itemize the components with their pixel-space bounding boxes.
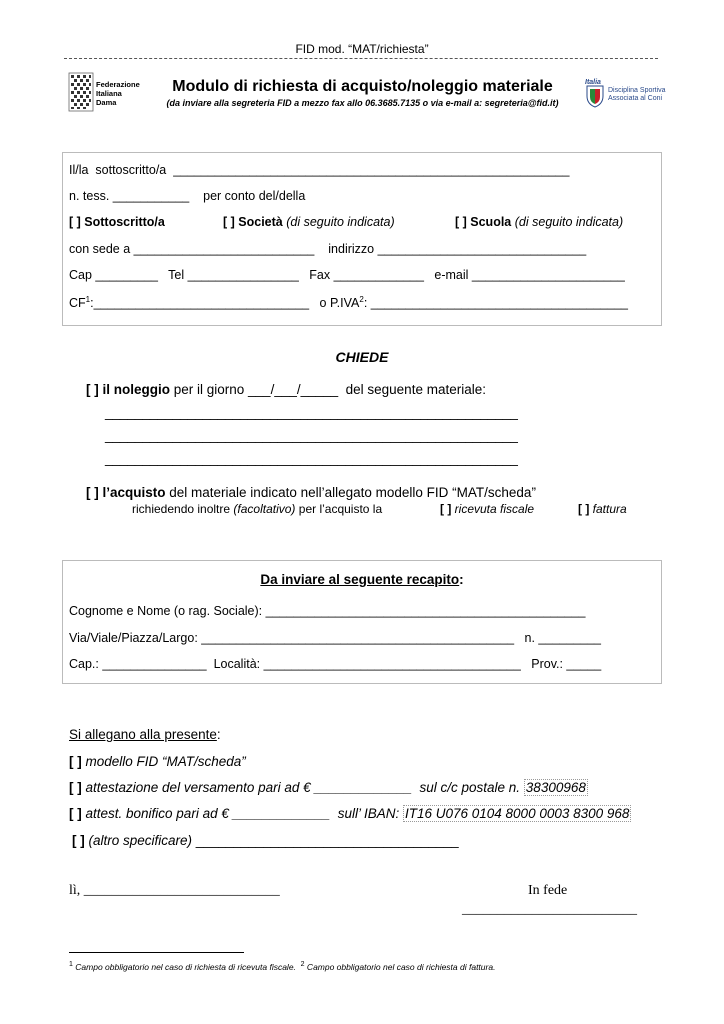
purchase-label: [ ] l’acquisto	[86, 485, 166, 500]
option-company-note: (di seguito indicata)	[286, 215, 395, 229]
footnotes: $^1$ Campo obbligatorio nel caso di richiesta di ricevuta fiscale. $^2$ Campo obbligatorio nel caso di richiesta di fattura.	[69, 961, 496, 972]
option-self[interactable]: [ ] Sottoscritto/a	[69, 215, 165, 229]
option-school-label: [ ] Scuola	[455, 215, 512, 229]
material-line-1[interactable]: _______________________________________________________	[105, 405, 518, 420]
logo-text-1: Federazione	[96, 80, 140, 89]
receipt-checkbox: [ ]	[440, 502, 452, 516]
footnote-divider	[69, 952, 244, 953]
attachment-bank-transfer[interactable]: [ ] attest. bonifico pari ad € _____________ sull’ IBAN: IT16 U076 0104 8000 0003 8300 968	[69, 806, 630, 821]
attachment-postal-payment[interactable]: [ ] attestazione del versamento pari ad € _____________ sul c/c postale n. 38300968	[69, 780, 586, 795]
postal-account-number: 38300968	[525, 780, 586, 795]
coni-brand: Italia	[585, 79, 601, 86]
delivery-heading: Da inviare al seguente recapito:	[260, 572, 464, 587]
option-school-note: (di seguito indicata)	[514, 215, 624, 229]
coni-text-1: Disciplina Sportiva	[608, 87, 666, 94]
option-school[interactable]	[455, 215, 623, 229]
signature-label: In fede	[528, 883, 568, 898]
place-date-field[interactable]: lì, ____________________________	[69, 883, 280, 898]
request-heading: CHIEDE	[335, 349, 389, 365]
invoice-option[interactable]	[578, 502, 627, 516]
applicant-name-field[interactable]: Il/la sottoscritto/a _________________________________________________________	[69, 163, 570, 177]
contact-fields[interactable]: Cap _________ Tel ________________ Fax _____________ e-mail ______________________	[69, 268, 625, 282]
signature-line[interactable]: _________________________	[462, 902, 637, 917]
cf-label: CF	[69, 296, 86, 311]
rental-option[interactable]	[86, 382, 486, 397]
form-reference: FID mod. “MAT/richiesta”	[295, 42, 429, 56]
fid-logo	[68, 72, 148, 112]
recipient-street-field[interactable]: Via/Viale/Piazza/Largo: _____________________________________________ n. _________	[69, 631, 601, 645]
purchase-text: del materiale indicato nell’allegato modello FID “MAT/scheda”	[165, 485, 536, 500]
coni-text-2: Associata al Coni	[608, 95, 663, 102]
coni-logo	[585, 80, 675, 110]
receipt-label: ricevuta fiscale	[454, 502, 535, 516]
attachment-model[interactable]: [ ] modello FID “MAT/scheda”	[69, 754, 246, 769]
invoice-checkbox: [ ]	[578, 502, 590, 516]
recipient-city-field[interactable]: Cap.: _______________ Località: _____________________________________ Prov.: _____	[69, 657, 602, 671]
material-line-2[interactable]: _______________________________________________________	[105, 428, 518, 443]
material-line-3[interactable]: _______________________________________________________	[105, 451, 518, 466]
seat-address-field[interactable]: con sede a __________________________ indirizzo ______________________________	[69, 242, 587, 256]
receipt-request-text: richiedendo inoltre (facoltativo) per l’acquisto la	[132, 502, 383, 516]
rental-text: per il giorno ___/___/_____ del seguente materiale:	[170, 382, 486, 397]
membership-field[interactable]: n. tess. ___________ per conto del/della	[69, 189, 306, 203]
footnote-ref-2: 2	[359, 295, 364, 304]
header-divider	[64, 58, 658, 59]
invoice-label: fattura	[592, 502, 627, 516]
cf-line: :_______________________________ o P.IVA	[90, 296, 360, 311]
receipt-option[interactable]	[440, 502, 534, 516]
option-company-label: [ ] Società	[223, 215, 283, 229]
tax-id-fields[interactable]	[69, 295, 628, 310]
logo-text-2: Italiana	[96, 89, 122, 98]
rental-label: [ ] il noleggio	[86, 382, 170, 397]
vat-line: : _____________________________________	[363, 296, 628, 311]
attachments-heading: Si allegano alla presente:	[69, 727, 221, 742]
page-title: Modulo di richiesta di acquisto/noleggio materiale	[172, 78, 553, 95]
option-company[interactable]	[223, 215, 395, 229]
page-subtitle: (da inviare alla segreteria FID a mezzo fax allo 06.3685.7135 o via e-mail a: segreteria@fid.it)	[166, 98, 559, 108]
purchase-option[interactable]	[86, 485, 536, 500]
iban-number: IT16 U076 0104 8000 0003 8300 968	[404, 806, 630, 821]
logo-text-3: Dama	[96, 98, 117, 107]
fid-emblem-icon	[68, 72, 94, 112]
footnote-ref-1: 1	[85, 295, 91, 304]
recipient-name-field[interactable]: Cognome e Nome (o rag. Sociale): ______________________________________________	[69, 604, 586, 618]
attachment-other[interactable]: [ ] (altro specificare) ___________________________________	[72, 833, 459, 848]
